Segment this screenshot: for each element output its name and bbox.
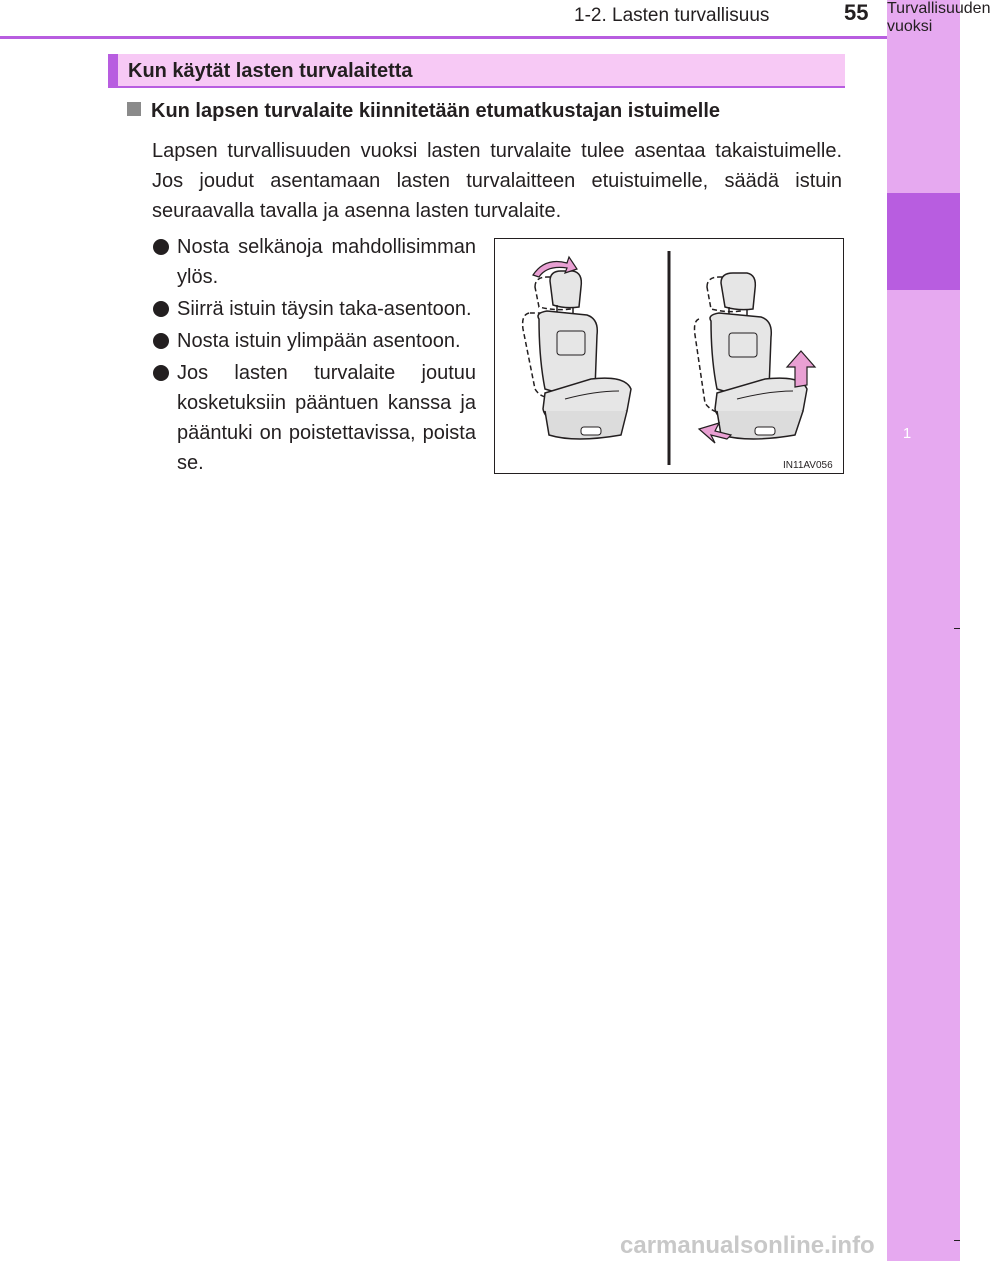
list-item [152,326,476,356]
section-title: Kun käytät lasten turvalaitetta [128,60,413,82]
chapter-number: 1 [902,425,912,442]
list-item-text: Jos lasten turvalaite joutuu kosketuksiin pääntuen kanssa ja pääntuki on poistettavissa, poista se. [177,362,476,474]
margin-tick [954,628,960,629]
subheading-text: Kun lapsen turvalaite kiinnitetään etumatkustajan istuimelle [151,100,721,122]
square-bullet-icon [127,102,141,116]
seat-illustration [495,239,845,475]
subheading [127,100,720,123]
watermark-text: carmanualsonline.info [620,1232,875,1259]
seat-left-icon [523,257,631,439]
list-item [152,358,476,478]
seat-right-icon [695,273,816,443]
list-item-text: Nosta istuin ylimpään asentoon. [177,330,461,352]
instruction-list [152,232,476,480]
header-rule [0,36,887,39]
running-header-section: 1-2. Lasten turvallisuus [574,5,770,26]
page-number: 55 [844,0,869,25]
seat-adjustment-figure [494,238,844,474]
list-item-text: Nosta selkänoja mahdollisimman ylös. [177,236,476,288]
list-item [152,232,476,292]
bullet-dot-icon [153,301,169,317]
bullet-dot-icon [153,333,169,349]
body-paragraph: Lapsen turvallisuuden vuoksi lasten turvalaite tulee asentaa takaistuimelle. Jos joudut asentamaan lasten turvalaitteen etuistuimelle, säädä istuin seuraavalla tavalla ja asenna lasten turvalaite. [152,140,842,222]
list-item [152,294,476,324]
section-title-bar [108,54,845,88]
margin-tick [954,1240,960,1241]
bullet-dot-icon [153,239,169,255]
bullet-dot-icon [153,365,169,381]
figure-code: IN11AV056 [783,460,833,471]
list-item-text: Siirrä istuin täysin taka-asentoon. [177,298,472,320]
chapter-label: Turvallisuuden vuoksi [887,0,990,35]
